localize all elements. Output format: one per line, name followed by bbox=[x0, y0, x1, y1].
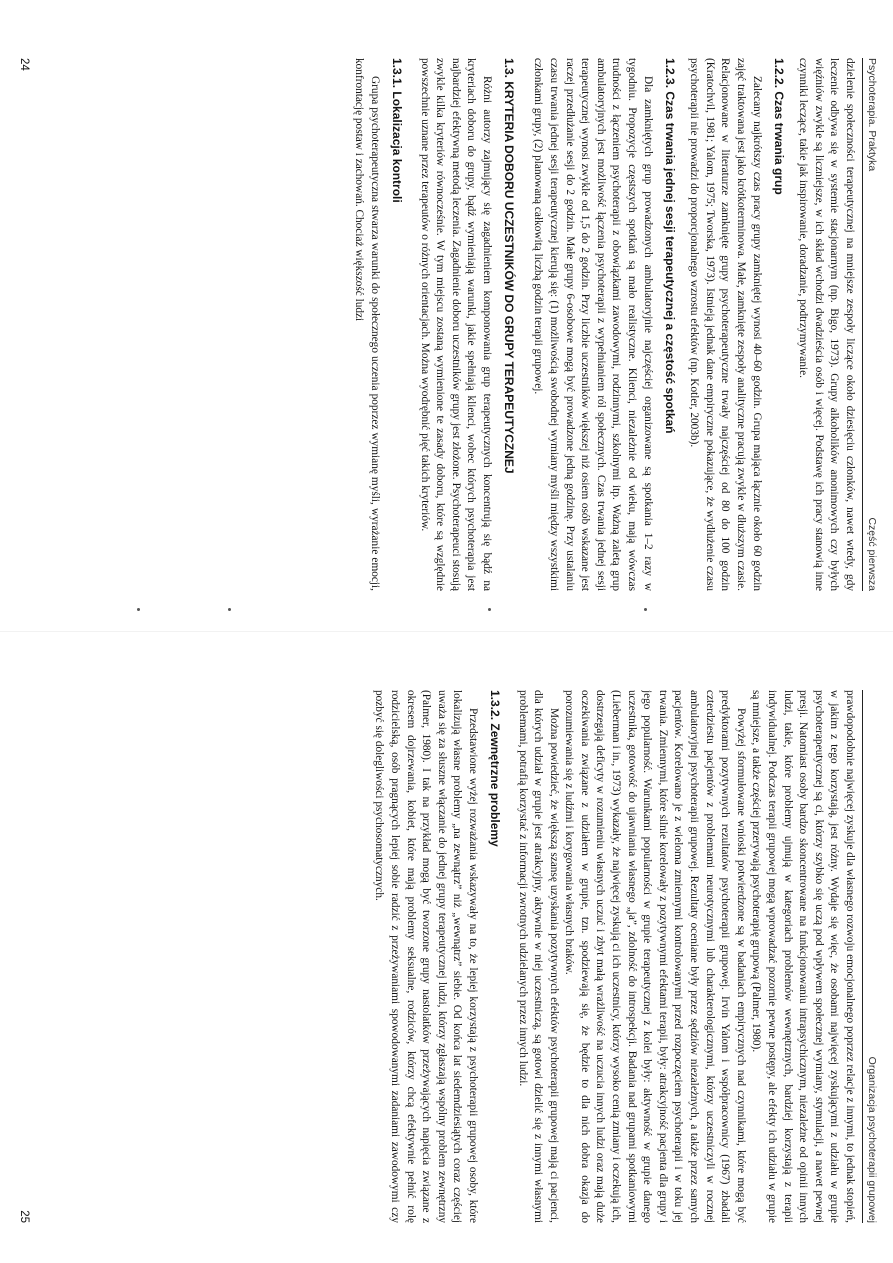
section-heading-1-2-2: 1.2.2. Czas trwania grup bbox=[771, 58, 786, 195]
header-book-title: Psychoterapia. Praktyka bbox=[866, 58, 878, 172]
scan-speck bbox=[228, 608, 231, 611]
chapter-section-heading-1-3: 1.3. KRYTERIA DOBORU UCZESTNIKÓW DO GRUPY TERAPEUTYCZNEJ bbox=[501, 58, 516, 474]
right-page bbox=[0, 632, 893, 1263]
left-page bbox=[0, 0, 893, 631]
running-header bbox=[862, 58, 883, 591]
page-number: 24 bbox=[18, 58, 30, 71]
scan-speck bbox=[488, 608, 491, 611]
paragraph: Zalecany najkrótszy czas pracy grupy zamkniętej wynosi 40–60 godzin. Grupa mająca łącznie około 60 godzin zajęć traktowana jest jako krótkoterminowa. Małe, zamknięte zespoły analityczne pracują zwykle w dłuższym czasie. Relacjonowane w literaturze zamknięte grupy psychoterapeutyczne trwały najczęściej od 80 do 100 godzin (Kratochvil, 1981; Yalom, 1975; Tworska, 1973). Istnieją jednak dane empiryczne pokazujące, że wydłużenie czasu psychoterapii nie prowadzi do proporcjonalnego wzrostu efektów (np. Kotler, 2003b). bbox=[688, 58, 763, 591]
paragraph: Grupa psychoterapeutyczna stwarza warunki do społecznego uczenia poprzez wymianę myśli, wyrażanie emocji, konfrontację postaw i zachowań. Chociaż większość ludzi bbox=[353, 58, 381, 591]
page-number: 25 bbox=[18, 1210, 30, 1223]
section-heading-1-2-3: 1.2.3. Czas trwania jednej sesji terapeutycznej a częstość spotkań bbox=[662, 58, 677, 434]
left-page-body bbox=[52, 58, 857, 591]
paragraph: Powyżej sformułowane wnioski potwierdzone są w badaniach empirycznych nad czynnikami, które mogą być predyktorami pozytywnych rezultatów psychoterapii grupowej. Irvin Yalom i współpracownicy (1967) zbadali czterdziestu pacjentów z problemami neurotycznymi lub charakterologicznymi, którzy uczestniczyli w rocznej ambulatoryjnej psychoterapii grupowej. Rezultaty oceniane były przez sędziów niezależnych, a także przez samych pacjentów. Korelowano je z wieloma zmiennymi kontrolowanymi przed rozpoczęciem psychoterapii i w toku jej trwania. Zmiennymi, które silnie korelowały z pozytywnymi efektami terapii, były: atrakcyjność pacjenta dla grupy i jego popularność. Warunkami popularności w grupie terapeutycznej z kolei były: aktywność w grupie danego uczestnika, gotowość do ujawniania własnego „ja”, zdolność do introspekcji. Badania nad grupami spotkaniowymi (Lieberman i in., 1973) wykazały, że najwięcej zyskują ci ich uczestnicy, którzy wysoko cenią zmiany i oczekują ich, dostrzegają deficyty w rozumieniu własnych uczuć i zbyt małą wrażliwość na uczucia innych ludzi oraz mają duże oczekiwania związane z udziałem w grupie, tzn. spodziewają się, że będzie to dla nich dobra okazja do porozumiewania się z ludźmi i korygowania własnych braków. bbox=[563, 690, 747, 1223]
scan-speck bbox=[644, 608, 647, 611]
paragraph: Przedstawione wyżej rozważania wskazywały na to, że lepiej korzystają z psychoterapii grupowej osoby, które lokalizują własne problemy „na zewnątrz” niż „wewnątrz” siebie. Od końca lat siedemdziesiątych coraz częściej uważa się za słuszne włączanie do jednej grupy terapeutycznej ludzi, którzy zgłaszają wspólny problem zewnętrzny (Palmer, 1980). I tak na przykład mogą być tworzone grupy nastolatków przeżywających napięcia związane z okresem dojrzewania, kobiet, które mają problemy seksualne, rodziców, którzy chcą efektywnie pełnić rolę rodzicielską, osób pragnących lepiej sobie radzić z przeżywaniami spowodowanymi zadaniami zawodowymi czy pozbyć się dolegliwości psychosomatycznych. bbox=[373, 690, 479, 1223]
header-chapter-title: Organizacja psychoterapii grupowej bbox=[866, 1056, 878, 1223]
paragraph: Różni autorzy zajmujący się zagadnieniem komponowania grup terapeutycznych koncentrują się bądź na kryteriach doboru do grupy, bądź wymieniają warunki, jakie spełniają klienci, wobec których psychoterapia jest najbardziej efektywną metodą leczenia. Zagadnienie doboru uczestników grupy jest złożone. Psychoterapeuci stosują zwykle kilka kryteriów równocześnie. W tym miejscu zostaną wymienione te zasady doboru, które są względnie powszechnie uznane przez terapeutów o różnych orientacjach. Można wyodrębnić pięć takich kryteriów. bbox=[418, 58, 493, 591]
scan-speck bbox=[137, 608, 140, 611]
running-header bbox=[862, 690, 883, 1223]
section-heading-1-3-1: 1.3.1. Lokalizacja kontroli bbox=[389, 58, 404, 203]
paragraph: Dla zamkniętych grup prowadzonych ambulatoryjnie najczęściej organizowane są spotkania 1–2 razy w tygodniu. Propozycje częstszych spotkań są mało realistyczne. Klienci, niezależnie od wieku, mają wówczas trudności z łączeniem psychoterapii z obowiązkami zawodowymi, rodzinnymi, szkolnymi itp. Ważną zaletą grup ambulatoryjnych jest możliwość łączenia psychoterapii z wypełnianiem ról społecznych. Czas trwania jednej sesji terapeutycznej wynosi zwykle od 1,5 do 2 godzin. Przy liczbie uczestników większej niż osiem osób wskazane jest raczej przedłużanie sesji do 2 godzin. Małe grupy 6-osobowe mogą być prowadzone jedną godzinę. Przy ustalaniu czasu trwania jednej sesji terapeutycznej kierują się: (1) możliwością swobodnej wymiany myśli między wszystkimi członkami grupy, (2) planowaną całkowitą liczbą godzin terapii grupowej. bbox=[532, 58, 654, 591]
paragraph: Można powiedzieć, że większą szansę uzyskania pozytywnych efektów psychoterapii grupowej mają ci pacjenci, dla których udział w grupie jest atrakcyjny, aktywnie w niej uczestniczą, są gotowi dzielić się z innymi własnymi problemami, potrafią korzystać z informacji zwrotnych udzielanych przez innych ludzi. bbox=[516, 690, 560, 1223]
right-page-body bbox=[52, 690, 857, 1223]
paragraph: dzielenie społeczności terapeutycznej na mniejsze zespoły liczące około dziesięciu członków, nawet wtedy, gdy leczenie odbywa się w systemie stacjonarnym (np. Bigo, 1973). Grupy alkoholików anonimowych czy byłych więźniów zwykle są liczniejsze, w ich skład wchodzi dwadzieścia osób i więcej. Podstawę ich pracy stanowią inne czynniki leczące, takie jak inspirowanie, doradzanie, podtrzymywanie. bbox=[797, 58, 856, 591]
header-part-title: Część pierwsza bbox=[866, 517, 878, 591]
section-heading-1-3-2: 1.3.2. Zewnętrzne problemy bbox=[487, 690, 502, 847]
paragraph: prawdopodobnie najwięcej zyskuje dla własnego rozwoju emocjonalnego poprzez relacje z innymi, to jednak stopień, w jakim z tego korzystają, jest różny. Wydaje się więc, że osobami najwięcej zyskującymi z udziału w grupie psychoterapeutycznej są ci, którzy szybko się uczą pod wpływem społecznej wymiany, stymulacji, a nawet pewnej presji. Natomiast osoby bardzo skoncentrowane na funkcjonowaniu intrapsychicznym, niezależne od opinii innych ludzi, takie, które problemy ujmują w kategoriach problemów wewnętrznych, bardziej korzystają z terapii indywidualnej. Podczas terapii grupowej mogą wprowadzać pozornie pewne postępy, ale efekty ich udziału w grupie są mniejsze, a także częściej przerywają psychoterapię grupową (Palmer, 1980). bbox=[750, 690, 856, 1223]
